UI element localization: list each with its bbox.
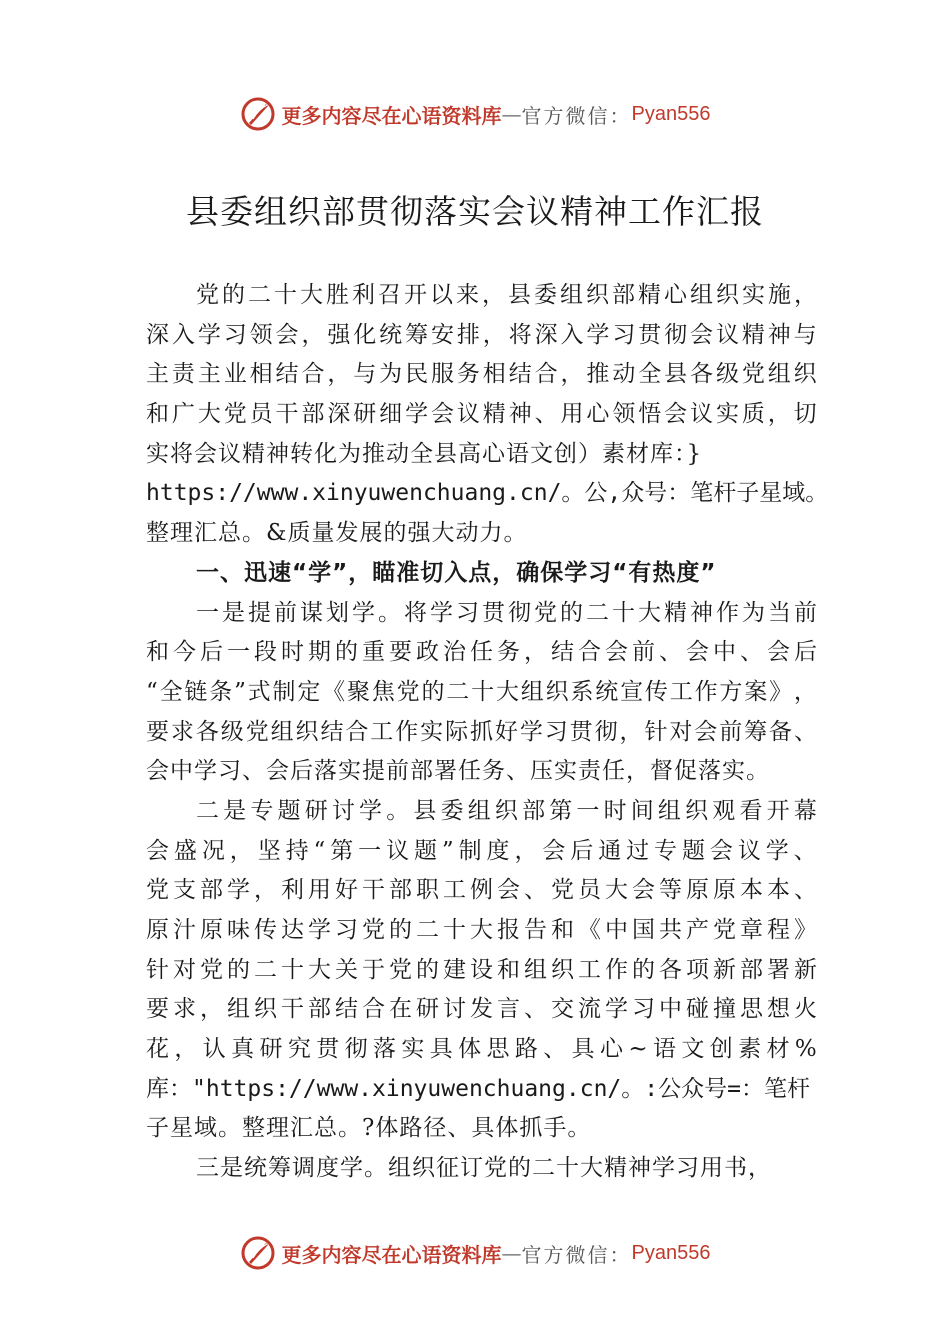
paragraph-line: 会中学习、会后落实提前部署任务、压实责任，督促落实。 [146, 758, 770, 785]
quill-logo-icon [240, 1235, 276, 1271]
paragraph-line: 党 的 二 十 大 胜 利 召 开 以 来 ， 县 委 组 织 部 精 心 组 织 实 施 ， [196, 282, 818, 308]
paragraph-line: 深 入 学 习 领 会 ， 强 化 统 筹 安 排 ， 将 深 入 学 习 贯 彻 会 议 精 神 与 [146, 321, 818, 348]
banner-wechat-id: Pyan556 [631, 1241, 711, 1264]
header-banner [0, 94, 950, 134]
document-title: 县委组织部贯彻落实会议精神工作汇报 [186, 192, 764, 231]
banner-wechat-label: 官方微信： [521, 1242, 632, 1267]
paragraph-line: 会 盛 况 ， 坚 持 “ 第 一 议 题 ” 制 度 ， 会 后 通 过 专 题 会 议 学 、 [146, 837, 818, 864]
paragraph-line: “ 全 链 条 ” 式 制 定 《 聚 焦 党 的 二 十 大 组 织 系 统 宣 传 工 作 方 案 》 ， [146, 678, 818, 705]
paragraph-line: 要 求 ， 组 织 干 部 结 合 在 研 讨 发 言 、 交 流 学 习 中 碰 撞 思 想 火 [146, 996, 818, 1023]
footer-banner [0, 1233, 950, 1273]
paragraph-line: 子星域。整理汇总。?体路径、具体抓手。 [146, 1115, 592, 1142]
banner-wechat-id: Pyan556 [631, 102, 711, 125]
paragraph-line: 和 广 大 党 员 干 部 深 研 细 学 会 议 精 神 、 用 心 领 悟 会 议 实 质 ， 切 [146, 401, 818, 428]
paragraph-line: 和 今 后 一 段 时 期 的 重 要 政 治 任 务 ， 结 合 会 前 、 会 中 、 会 后 [146, 639, 818, 666]
paragraph-line: 二 是 专 题 研 讨 学 。 县 委 组 织 部 第 一 时 间 组 织 观 看 开 幕 [196, 797, 818, 824]
paragraph-line: 针 对 党 的 二 十 大 关 于 党 的 建 设 和 组 织 工 作 的 各 项 新 部 署 新 [146, 956, 818, 983]
paragraph-line: 整理汇总。&质量发展的强大动力。 [146, 520, 528, 547]
paragraph-line: 主 责 主 业 相 结 合 ， 与 为 民 服 务 相 结 合 ， 推 动 全 县 各 级 党 组 织 [146, 361, 818, 388]
paragraph-line: 要 求 各 级 党 组 织 结 合 工 作 实 际 抓 好 学 习 贯 彻 ， 针 对 会 前 筹 备 、 [146, 718, 818, 745]
paragraph-line: 花 ， 认 真 研 究 贯 彻 落 实 具 体 思 路 、 具 心 ~ 语 文 创 素 材 % [146, 1036, 818, 1063]
paragraph-line: 一 是 提 前 谋 划 学 。 将 学 习 贯 彻 党 的 二 十 大 精 神 作 为 当 前 [196, 599, 818, 626]
paragraph-line: 库："https://www.xinyuwenchuang.cn/。:公众号=：笔杆 [146, 1075, 810, 1102]
section-heading: 一、迅速“学”，瞄准切入点，确保学习“有热度” [196, 559, 717, 586]
paragraph-line: 党 支 部 学 ， 利 用 好 干 部 职 工 例 会 、 党 员 大 会 等 原 原 本 本 、 [146, 877, 818, 904]
banner-separator: — [501, 1241, 522, 1265]
paragraph-line: 三是统筹调度学。组织征订党的二十大精神学习用书， [196, 1155, 772, 1182]
banner-separator: — [501, 102, 522, 126]
paragraph-line: https://www.xinyuwenchuang.cn/。公,众号：笔杆子星域。 [146, 480, 829, 507]
quill-logo-icon [240, 96, 276, 132]
banner-library-text: 更多内容尽在心语资料库 [281, 103, 502, 128]
paragraph-line: 实将会议精神转化为推动全县高心语文创）素材库：} [146, 440, 703, 467]
banner-library-text: 更多内容尽在心语资料库 [281, 1242, 502, 1267]
banner-wechat-label: 官方微信： [521, 103, 632, 128]
document-body [146, 276, 829, 1189]
paragraph-line: 原 汁 原 味 传 达 学 习 党 的 二 十 大 报 告 和 《 中 国 共 产 党 章 程 》 [146, 917, 818, 943]
